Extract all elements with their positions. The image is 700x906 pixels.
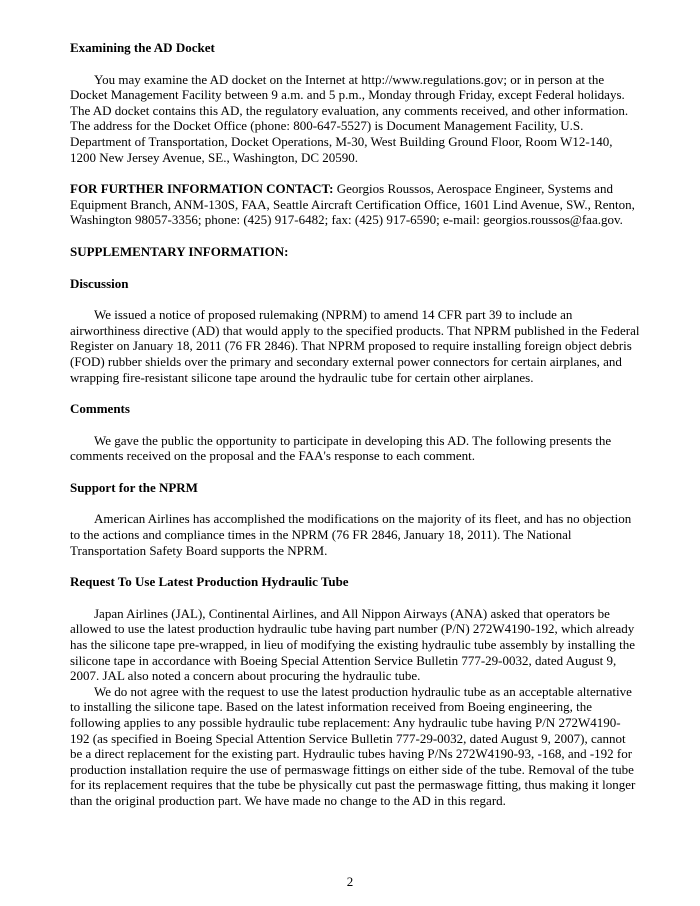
supplementary-heading: SUPPLEMENTARY INFORMATION: xyxy=(70,243,289,259)
contact-body: Georgios Roussos, Aerospace Engineer, Systems and Equipment Branch, ANM-130S, FAA, Seattle Aircraft Certification Office, 1601 Lind Avenue, SW., Renton, Washington 98057-3356; phone: (425) 917-6482; fax: (425) 917-6590; e-mail: georgios.roussos@faa.gov. xyxy=(70,181,635,228)
request-paragraph-2: We do not agree with the request to use the latest production hydraulic tube as an acceptable alternative to installing the silicone tape. Based on the latest information received from Boeing engineering, the following applies to any possible hydraulic tube replacement: Any hydraulic tube having P/N 272W4190-192 (as specified in Boeing Special Attention Service Bulletin 777-29-0032, dated August 9, 2007), cannot be a direct replacement for the existing part. Hydraulic tubes having P/Ns 272W4190-93, -168, and -192 for production installation require the use of permaswage fittings on either side of the tube. Removal of the tube for its replacement requires that the tube be physically cut past the permaswage fitting, thus making it longer than the original production part. We have made no change to the AD in this regard. xyxy=(70,683,636,808)
page-number: 2 xyxy=(346,874,354,889)
request-paragraph-1: Japan Airlines (JAL), Continental Airlines, and All Nippon Airways (ANA) asked that operators be allowed to use the latest production hydraulic tube having part number (P/N) 272W4190-192, which already has the silicone tape pre-wrapped, in lieu of modifying the existing hydraulic tube assembly by installing the silicone tape in accordance with Boeing Special Attention Service Bulletin 777-29-0032, dated August 9, 2007. JAL also noted a concern about procuring the hydraulic tube. xyxy=(70,605,636,684)
comments-paragraph: We gave the public the opportunity to participate in developing this AD. The following presents the comments received on the proposal and the FAA's response to each comment. xyxy=(70,432,612,464)
request-heading: Request To Use Latest Production Hydraulic Tube xyxy=(70,574,349,590)
contact-label: FOR FURTHER INFORMATION CONTACT: xyxy=(70,181,334,197)
contact-paragraph xyxy=(70,181,640,228)
support-paragraph: American Airlines has accomplished the modifications on the majority of its fleet, and has no objection to the actions and compliance times in the NPRM (76 FR 2846, January 18, 2011). The National Transportation Safety Board supports the NPRM. xyxy=(70,511,632,558)
support-heading: Support for the NPRM xyxy=(70,479,198,495)
docket-heading: Examining the AD Docket xyxy=(70,40,215,55)
discussion-heading: Discussion xyxy=(70,275,129,291)
docket-paragraph: You may examine the AD docket on the Internet at http://www.regulations.gov; or in person at the Docket Management Facility between 9 a.m. and 5 p.m., Monday through Friday, except Federal holidays. The AD docket contains this AD, the regulatory evaluation, any comments received, and other information. The address for the Docket Office (phone: 800-647-5527) is Document Management Facility, U.S. Department of Transportation, Docket Operations, M-30, West Building Ground Floor, Room W12-140, 1200 New Jersey Avenue, SE., Washington, DC 20590. xyxy=(70,71,629,165)
comments-heading: Comments xyxy=(70,401,130,417)
discussion-paragraph: We issued a notice of proposed rulemaking (NPRM) to amend 14 CFR part 39 to include an airworthiness directive (AD) that would apply to the specified products. That NPRM published in the Federal Register on January 18, 2011 (76 FR 2846). That NPRM proposed to require installing foreign object debris (FOD) rubber shields over the primary and secondary external power connectors for certain airplanes, and wrapping fire-resistant silicone tape around the hydraulic tube for certain other airplanes. xyxy=(70,307,640,385)
